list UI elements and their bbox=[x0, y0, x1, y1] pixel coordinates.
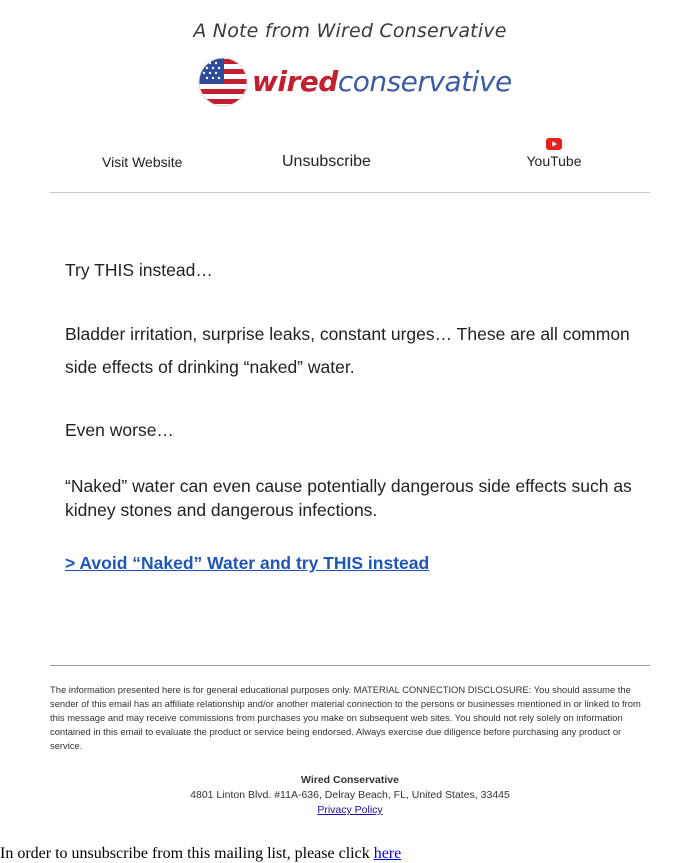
unsubscribe-notice bbox=[0, 845, 401, 863]
paragraph-naked-water: “Naked” water can even cause potentially dangerous side effects such as kidney stones and dangerous infections. bbox=[65, 476, 632, 520]
paragraph-bladder: Bladder irritation, surprise leaks, constant urges… These are all common side effects of drinking “naked” water. bbox=[65, 324, 630, 377]
paragraph-even-worse: Even worse… bbox=[65, 420, 174, 440]
unsubscribe-link[interactable]: Unsubscribe bbox=[282, 153, 371, 170]
brand-logo[interactable] bbox=[198, 56, 512, 108]
cta-link[interactable]: > Avoid “Naked” Water and try THIS instead bbox=[65, 553, 430, 573]
paragraph-try-this: Try THIS instead… bbox=[65, 260, 213, 280]
us-flag-globe-icon bbox=[198, 57, 248, 107]
logo-wordmark bbox=[252, 65, 512, 98]
unsubscribe-notice-text: In order to unsubscribe from this mailing list, please click bbox=[0, 845, 374, 862]
top-nav bbox=[50, 130, 650, 193]
footer-divider bbox=[50, 665, 650, 666]
youtube-label: YouTube bbox=[526, 153, 582, 169]
company-name: Wired Conservative bbox=[301, 774, 399, 786]
visit-website-link[interactable]: Visit Website bbox=[102, 154, 183, 170]
privacy-policy-link[interactable]: Privacy Policy bbox=[317, 804, 383, 816]
logo-word-conservative: conservative bbox=[337, 65, 512, 98]
disclaimer-text: The information presented here is for general educational purposes only. MATERIAL CONNECTION DISCLOSURE: You should assume the sender of this email has an affiliate relationship and/or another material connection to the persons or businesses mentioned in or linked to from this message and may receive commissions from purchases you make on subsequent web sites. You should not rely solely on information contained in this email to evaluate the product or service being endorsed. Always exercise due diligence before purchasing any product or service. bbox=[50, 684, 641, 751]
address-block bbox=[0, 773, 700, 818]
youtube-icon bbox=[546, 138, 562, 150]
note-title: A Note from Wired Conservative bbox=[193, 20, 507, 42]
logo-word-wired: wired bbox=[252, 65, 338, 98]
unsubscribe-here-link[interactable]: here bbox=[373, 845, 402, 862]
company-address: 4801 Linton Blvd. #11A-636, Delray Beach, FL, United States, 33445 bbox=[190, 789, 510, 801]
youtube-link[interactable] bbox=[518, 138, 590, 169]
